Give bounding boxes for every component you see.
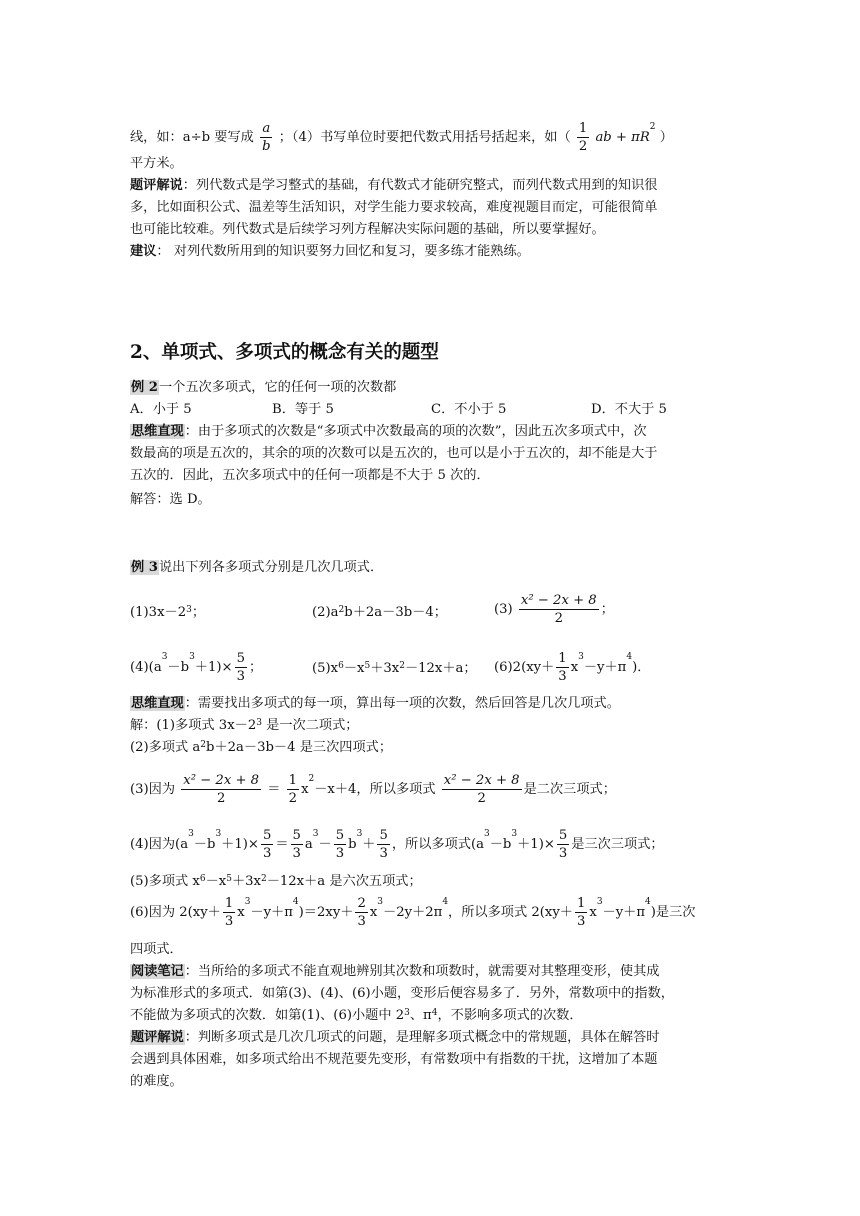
denominator: 3 [292, 846, 301, 861]
think-line-2: 数最高的项是五次的，其余的项的次数可以是五次的，也可以是小于五次的，却不能是大于 [130, 446, 658, 461]
problem-2 [312, 603, 447, 623]
text: －b [167, 660, 190, 675]
comment-2-line-2: 会遇到具体困难，如多项式给出不规范要先变形，有常数项中有指数的干扰，这增加了本题 [130, 1052, 658, 1067]
example-3-stem [130, 558, 383, 578]
exponent: 6 [199, 874, 206, 884]
text: ＋ [362, 837, 376, 852]
label-highlight: 阅读笔记 [131, 964, 184, 979]
fraction [235, 650, 247, 685]
text: ； [248, 660, 263, 675]
text: 线，如：a÷b 要写成 [130, 130, 254, 145]
problem-6 [494, 650, 650, 685]
numerator: 5 [335, 828, 345, 843]
numerator: 5 [262, 828, 272, 843]
text: x [570, 660, 579, 675]
solution-6 [130, 895, 696, 930]
answer-line: 解答：选 D。 [130, 492, 211, 507]
text: ＋3x [370, 661, 400, 676]
text: －y＋π [250, 905, 293, 920]
formula: ab + πR [595, 130, 650, 145]
exponent: 4 [645, 897, 651, 907]
option-c: C．不小于 5 [431, 402, 507, 417]
problem-1 [130, 603, 205, 623]
text: －12x＋a； [404, 661, 477, 676]
text: (5)多项式 x [130, 874, 200, 889]
exponent: 3 [256, 718, 262, 728]
think-line-3: 五次的．因此，五次多项式中的任何一项都是不大于 5 次的． [130, 468, 490, 483]
note-line-1 [130, 962, 660, 982]
text: (3) [494, 602, 513, 617]
exponent: 3 [244, 897, 251, 907]
fraction [261, 827, 273, 862]
text: (2)a [312, 605, 339, 620]
comment-1-line-1 [130, 176, 658, 196]
exponent: 3 [596, 897, 603, 907]
text: ＝ [275, 837, 289, 852]
exponent: 4 [431, 1008, 438, 1018]
numerator: 5 [558, 828, 568, 843]
exponent: 2 [308, 774, 315, 784]
exponent: 3 [186, 605, 192, 615]
text: )＝2xy＋ [298, 905, 354, 920]
text: ＋1)× [221, 837, 259, 852]
text: －b [193, 837, 216, 852]
exponent: 3 [404, 1008, 410, 1018]
advice-line [130, 242, 530, 262]
text: －x [343, 661, 365, 676]
text: (4)(a [130, 660, 162, 675]
text: －2y＋2π [383, 905, 443, 920]
text: ：当所给的多项式不能直观地辨别其次数和项数时，就需要对其整理变形，使其成 [184, 964, 660, 979]
denominator: 3 [236, 669, 245, 684]
text: 是三次三项式； [571, 837, 664, 852]
exponent: 3 [377, 897, 384, 907]
text: ） [659, 130, 673, 145]
note-line-3 [130, 1006, 583, 1026]
solution-2 [130, 738, 392, 758]
text: ＝ [267, 782, 281, 797]
exponent: 2 [338, 605, 345, 615]
comment-2-line-3: 的难度。 [130, 1074, 183, 1089]
exponent: 3 [215, 829, 222, 839]
text: 解：(1)多项式 3x－2 [130, 718, 257, 733]
solution-1 [130, 716, 358, 736]
exponent: 3 [484, 829, 490, 839]
numerator: 1 [288, 773, 298, 788]
text: b＋2a－3b－4 是三次四项式； [206, 740, 393, 755]
fraction [377, 827, 389, 862]
exponent: 3 [188, 829, 194, 839]
fraction [575, 895, 587, 930]
text: ：需要找出多项式的每一项，算出每一项的次数，然后回答是几次几项式。 [184, 696, 620, 711]
numerator: 1 [576, 896, 586, 911]
fraction [557, 827, 569, 862]
denominator: 3 [558, 846, 568, 861]
text: ；（4）书写单位时要把代数式用括号括起来，如（ [278, 130, 571, 145]
label-highlight: 题评解说 [131, 1030, 184, 1045]
numerator: 1 [224, 896, 234, 911]
exponent: 3 [189, 652, 195, 662]
exponent: 2 [260, 874, 267, 884]
exponent: 2 [649, 122, 656, 132]
denominator: 3 [576, 914, 586, 929]
fraction [519, 592, 599, 627]
text: －y＋π [583, 660, 627, 675]
fraction-half [577, 120, 589, 155]
text: 是二次三项式； [523, 782, 616, 797]
exponent: 6 [338, 661, 344, 671]
intro-line-2: 平方米。 [130, 156, 183, 171]
label-bold: 题评解说 [130, 178, 183, 193]
text: ：判断多项式是几次几项式的问题，是理解多项式概念中的常规题，具体在解答时 [184, 1030, 660, 1045]
fraction [223, 895, 235, 930]
exponent: 4 [442, 897, 449, 907]
text: －x [205, 874, 227, 889]
numerator: 1 [558, 651, 567, 666]
text: ＋1)× [517, 837, 555, 852]
exponent: 3 [312, 829, 319, 839]
fraction [355, 895, 367, 930]
problem-3 [494, 592, 614, 627]
text: b [348, 837, 357, 852]
text: ： 对列代数所用到的知识要努力回忆和复习，要多练才能熟练。 [156, 244, 530, 259]
section-heading: 2、单项式、多项式的概念有关的题型 [130, 342, 439, 363]
denominator: 2 [578, 139, 588, 154]
denominator: 3 [558, 669, 567, 684]
text: －12x＋a 是六次五项式； [266, 874, 422, 889]
denominator: 2 [216, 791, 226, 806]
option-a: A．小于 5 [130, 402, 192, 417]
text: (1)3x－2 [130, 605, 187, 620]
text: ，不影响多项式的次数． [437, 1008, 583, 1023]
text: x [589, 905, 597, 920]
fraction [334, 827, 346, 862]
text: 说出下列各多项式分别是几次几项式． [158, 560, 384, 575]
exponent: 4 [292, 897, 299, 907]
label-highlight: 例 2 [131, 380, 158, 395]
numerator: a [262, 121, 271, 136]
denominator: 2 [288, 791, 298, 806]
denominator: 2 [477, 791, 486, 806]
think-line [130, 694, 620, 714]
denominator: 3 [262, 846, 272, 861]
fraction [291, 827, 303, 862]
text: (6)因为 2(xy＋ [130, 905, 221, 920]
exponent: 5 [226, 874, 232, 884]
exponent: 3 [578, 652, 584, 662]
problem-5 [312, 659, 477, 679]
numerator: x² − 2x + 8 [520, 593, 597, 608]
text: ，所以多项式 2(xy＋ [448, 905, 573, 920]
comment-1-line-3: 也可能比较难。列代数式是后续学习列方程解决实际问题的基础，所以要掌握好。 [130, 222, 605, 237]
text: － [318, 837, 332, 852]
exponent: 3 [161, 652, 168, 662]
problem-4 [130, 650, 262, 685]
option-b: B．等于 5 [272, 402, 334, 417]
numerator: 1 [578, 121, 588, 136]
text: x [369, 905, 378, 920]
label-highlight: 思维直现 [131, 696, 184, 711]
comment-2-line-1 [130, 1028, 660, 1048]
denominator: 3 [224, 914, 234, 929]
note-line-2: 为标准形式的多项式．如第(3)、(4)、(6)小题，变形后便容易多了．另外，常数项中的指数， [130, 986, 674, 1001]
intro-line-1 [130, 120, 673, 155]
solution-5 [130, 872, 422, 892]
denominator: 2 [554, 611, 563, 626]
solution-4 [130, 827, 664, 862]
solution-6-cont: 四项式． [130, 942, 183, 957]
text: )． [632, 660, 651, 675]
exponent: 3 [356, 829, 363, 839]
text: ：列代数式是学习整式的基础，有代数式才能研究整式，而列代数式用到的知识很 [182, 178, 658, 193]
text: ； [600, 602, 614, 617]
denominator: 3 [357, 914, 366, 929]
label-bold: 建议 [130, 244, 157, 259]
exponent: 2 [200, 740, 207, 750]
text: －x＋4，所以多项式 [314, 782, 436, 797]
text: 一个五次多项式，它的任何一项的次数都 [158, 380, 397, 395]
text: x [237, 905, 245, 920]
denominator: b [262, 139, 271, 154]
label-highlight: 思维直现 [131, 424, 184, 439]
text: x [301, 782, 309, 797]
example-2-stem [130, 378, 396, 398]
exponent: 2 [399, 661, 405, 671]
text: 不能做为多项式的次数．如第(1)、(6)小题中 2 [130, 1008, 405, 1023]
text: －b [489, 837, 512, 852]
numerator: x² − 2x + 8 [183, 773, 260, 788]
text: ，所以多项式(a [391, 837, 485, 852]
text: ； [191, 605, 206, 620]
label-highlight: 例 3 [131, 560, 158, 575]
text: 是一次二项式； [261, 718, 359, 733]
exponent: 4 [626, 652, 633, 662]
fraction [287, 772, 299, 807]
comment-1-line-2: 多，比如面积公式、温差等生活知识，对学生能力要求较高，难度视题目而定，可能很简单 [130, 200, 658, 215]
text: b＋2a－3b－4； [344, 605, 447, 620]
exponent: 5 [364, 661, 371, 671]
denominator: 3 [379, 846, 388, 861]
text: (2)多项式 a [130, 740, 201, 755]
numerator: x² − 2x + 8 [443, 773, 520, 788]
numerator: 5 [236, 651, 245, 666]
numerator: 5 [379, 828, 388, 843]
solution-3 [130, 772, 616, 807]
text: ＋1)× [194, 660, 233, 675]
fraction [556, 650, 568, 685]
text: (6)2(xy＋ [494, 660, 555, 675]
text: )是三次 [650, 905, 696, 920]
text: (4)因为(a [130, 837, 189, 852]
option-d: D．不大于 5 [591, 402, 667, 417]
fraction-a-over-b [260, 120, 272, 155]
text: ：由于多项式的次数是“多项式中次数最高的项的次数”，因此五次多项式中，次 [184, 424, 647, 439]
fraction [442, 772, 522, 807]
fraction [181, 772, 261, 807]
text: －y＋π [602, 905, 646, 920]
text: ＋3x [231, 874, 261, 889]
numerator: 5 [292, 828, 301, 843]
text: (3)因为 [130, 782, 176, 797]
denominator: 3 [335, 846, 345, 861]
think-line-1 [130, 422, 647, 442]
text: 、π [409, 1008, 432, 1023]
text: a [304, 837, 313, 852]
exponent: 3 [511, 829, 518, 839]
text: (5)x [312, 661, 339, 676]
numerator: 2 [357, 896, 366, 911]
